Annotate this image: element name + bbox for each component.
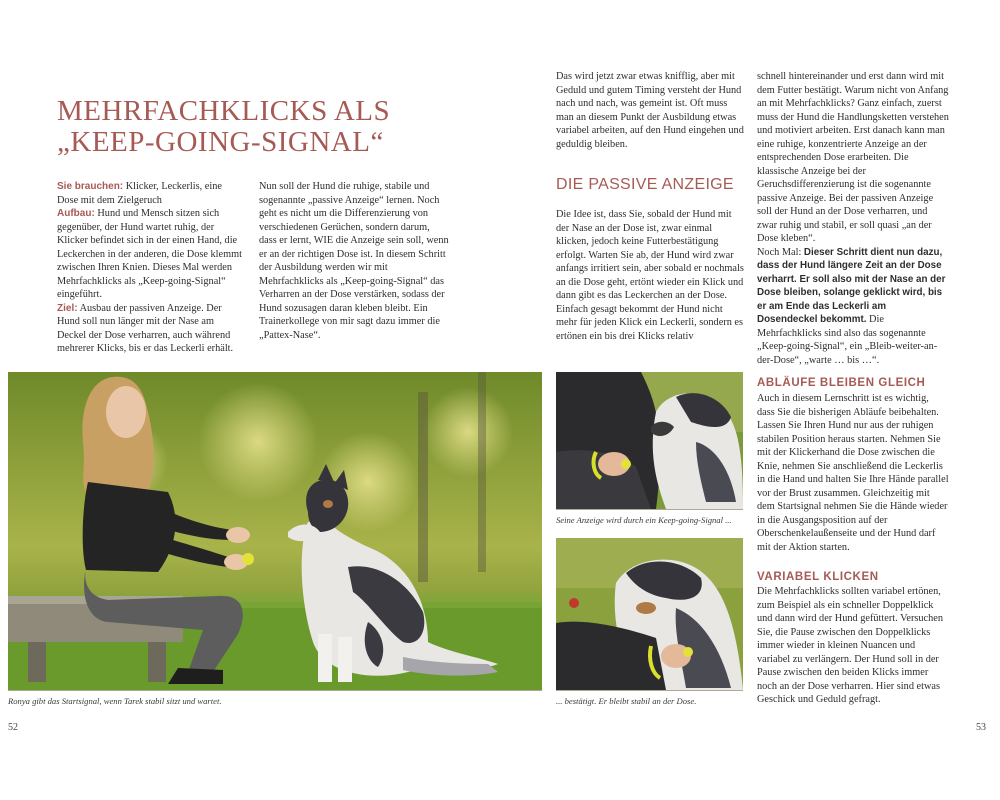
variable-heading: VARIABEL KLICKEN <box>757 571 879 583</box>
sequence-heading: ABLÄUFE BLEIBEN GLEICH <box>757 377 926 389</box>
info-box <box>57 180 245 356</box>
right-column-2 <box>757 70 949 367</box>
passive-section <box>556 208 744 343</box>
setup-label: Aufbau: <box>57 208 95 219</box>
main-photo-caption: Ronya gibt das Startsignal, wenn Tarek stabil sitzt und wartet. <box>8 696 222 706</box>
passive-text: Die Idee ist, dass Sie, sobald der Hund mit der Nase an der Dose ist, zwar einmal klicken, jedoch keine Futterbestätigung erfolgt. Warten Sie ab, der Hund wird zwar anfangs irritiert sein, aber sobald er nochmals an die Dose geht, ertönt wieder ein Klick und dann gibt es das Leckerchen an der Dose. Einfach gesagt bekommt der Hund nicht mehr für jeden Klick ein Leckerli, sondern es ertönen ein bis drei Klicks relativ <box>556 209 744 342</box>
photo-top-illustration <box>556 372 743 509</box>
note-after: Die Mehrfachklicks sind also das sogenannte „Keep-going-Signal“, ein „Bleib-weiter-an-der-Dose“, „warte … bis …“. <box>757 314 938 366</box>
right-intro <box>556 70 744 151</box>
note-bold: Dieser Schritt dient nun dazu, dass der Hund längere Zeit an der Dose verharrt. Er soll also mit der Nase an der Dose bleiben, solange geklickt wird, bis er am Ende das Leckerli am Dosendeckel bekommt. <box>757 246 946 325</box>
page-number-left: 52 <box>8 722 18 733</box>
headline-line-1: MEHRFACHKLICKS ALS <box>57 95 391 127</box>
photo-top-caption: Seine Anzeige wird durch ein Keep-going-Signal ... <box>556 515 732 525</box>
column3-text: schnell hintereinander und erst dann wird mit dem Futter bestätigt. Warum nicht von Anfang an mit Mehrfachklicks? Ganz einfach, zuerst muss der Hund die Handlungsketten verstehen und motiviert arbeiten. Erst danach kann man eine ruhige, konzentrierte Anzeige an der entsprechenden Dose erarbeiten. Die klassische Anzeige bei der Geruchsdifferenzierung ist die sogenannte passive Anzeige. Bei der passiven Anzeige soll der Hund an der Dose verharren, und zwar ruhig und stabil, er soll quasi „an der Dose kleben“. <box>757 71 949 244</box>
sequence-section <box>757 392 949 554</box>
photo-bottom-illustration <box>556 538 743 690</box>
goal-paragraph <box>57 302 245 356</box>
left-column-2 <box>259 180 449 342</box>
variable-text: Die Mehrfachklicks sollten variabel ertönen, zum Beispiel als ein schneller Doppelklick und dann wird der Hund gefüttert. Versuchen Sie, die Pause zwischen den Doppelklicks immer wieder in kleinen Nuancen und variabel zu verlängern. Der Hund soll in der Pause zwischen den beiden Klicks immer noch an der Dose verharren. Hier sind etwas Geschick und Geduld gefragt. <box>757 586 943 705</box>
passive-heading: DIE PASSIVE ANZEIGE <box>556 176 734 193</box>
photo-bottom-caption: ... bestätigt. Er bleibt stabil an der Dose. <box>556 696 697 706</box>
goal-label: Ziel: <box>57 302 78 314</box>
variable-section <box>757 585 949 707</box>
needs-label: Sie brauchen: <box>57 181 124 192</box>
note-label: Noch Mal: <box>757 246 802 258</box>
note-paragraph <box>757 246 949 368</box>
setup-text: Hund und Mensch sitzen sich gegenüber, der Hund wartet ruhig, der Klicker befindet sich in der einen Hand, die Leckerchen in der anderen, die Dose klemmt zwischen Ihren Knien. Dieses Mal werden Mehrfachklicks als „Keep-going-Signal“ eingeführt. <box>57 208 242 300</box>
needs-text: Klicker, Leckerlis, eine Dose mit dem Zielgeruch <box>57 181 222 206</box>
main-photo-illustration <box>8 372 542 690</box>
goal-text: Ausbau der passiven Anzeige. Der Hund soll nun länger mit der Nase am Deckel der Dose verharren, auch während mehrerer Klicks, bis er das Leckerli erhält. <box>57 302 234 354</box>
column2-text: Nun soll der Hund die ruhige, stabile und sogenannte „passive Anzeige“ lernen. Noch geht es nicht um die Differenzierung von verschiedenen Gerüchen, sondern darum, dass er lernt, WIE die Anzeige sein soll, wenn er an der richtigen Dose ist. In diesem Schritt der Ausbildung werden wir mit Mehrfachklicks als „Keep-going-Signal“ das Verharren an der Dose verstärken, sodass der Hund sozusagen daran kleben bleibt. Ein Trainerkollege von mir sagt dazu immer die „Pattex-Nase“. <box>259 181 449 341</box>
headline-line-2: „KEEP-GOING-SIGNAL“ <box>57 126 384 158</box>
intro-text: Das wird jetzt zwar etwas knifflig, aber mit Geduld und gutem Timing versteht der Hund nach und nach, was gemeint ist. Oft muss man an diesem Punkt der Ausbildung etwas variabel arbeiten, auf den Hund eingehen und geduldig bleiben. <box>556 71 744 150</box>
setup-paragraph <box>57 207 245 302</box>
sequence-text: Auch in diesem Lernschritt ist es wichtig, dass Sie die bisherigen Abläufe beibehalten. Lassen Sie Ihren Hund nur aus der ruhigen stabilen Position heraus starten. Nehmen Sie mit der Klickerhand die Dose zwischen die Knie, nehmen Sie anschließend die Leckerlis in die Hand und halten Sie Ihre Hände parallel vor der Brust zusammen. Gleichzeitig mit dem Startsignal nehmen Sie die Hände wieder in die Ausgangsposition auf der Oberschenkelaußenseite und der Hund darf mit der Aktion starten. <box>757 393 949 553</box>
photo-top <box>556 372 743 510</box>
page-number-right: 53 <box>976 722 986 733</box>
headline <box>57 96 497 158</box>
photo-bottom <box>556 538 743 691</box>
needs-paragraph <box>57 180 245 207</box>
main-photo <box>8 372 542 691</box>
